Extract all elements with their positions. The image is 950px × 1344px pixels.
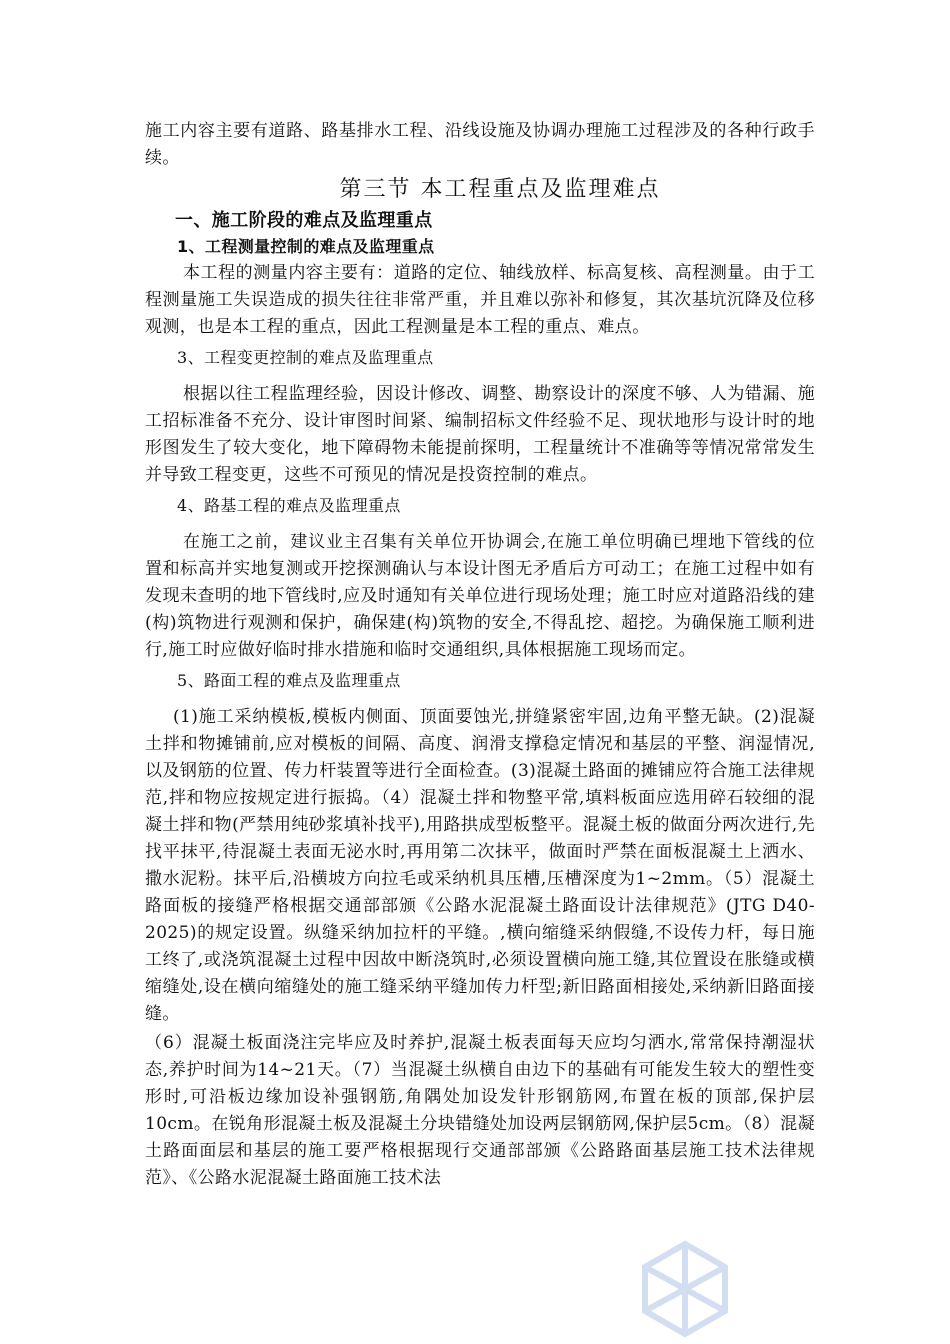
document-body: [145, 118, 815, 1192]
paragraph-survey: 本工程的测量内容主要有：道路的定位、轴线放样、标高复核、高程测量。由于工程测量施工失误造成的损失往往非常严重，并且难以弥补和修复，其次基坑沉降及位移观测，也是本工程的重点，因此工程测量是本工程的重点、难点。: [145, 263, 815, 337]
section-title: 第三节 本工程重点及监理难点: [339, 177, 661, 202]
paragraph-pavement-cont: （6）混凝土板面浇注完毕应及时养护,混凝土板表面每天应均匀洒水,常常保持潮湿状态,养护时间为14~21天。（7）当混凝土纵横自由边下的基础有可能发生较大的塑性变形时,可沿板边缘加设补强钢筋,角隅处加设发针形钢筋网,布置在板的顶部,保护层10cm。在锐角形混凝土板及混凝土分块错缝处加设两层钢筋网,保护层5cm。（8）混凝土路面面层和基层的施工要严格根据现行交通部部颁《公路路面基层施工技术法律规范》、《公路水泥混凝土路面施工技术法: [145, 1033, 815, 1188]
heading-subgrade: 4、路基工程的难点及监理重点: [177, 496, 401, 515]
heading-change-control: 3、工程变更控制的难点及监理重点: [177, 348, 434, 367]
heading-construction-difficulties: 一、施工阶段的难点及监理重点: [175, 210, 433, 231]
paragraph-pavement: (1)施工采纳模板,模板内侧面、顶面要蚀光,拼缝紧密牢固,边角平整无缺。(2)混凝土拌和物摊铺前,应对模板的间隔、高度、润滑支撑稳定情况和基层的平整、润湿情况,以及钢筋的位置、传力杆装置等进行全面检查。(3)混凝土路面的摊铺应符合施工法律规范,拌和物应按规定进行振捣。（4）混凝土拌和物整平常,填料板面应选用碎石较细的混凝土拌和物(严禁用纯砂浆填补找平),用路拱成型板整平。混凝土板的做面分两次进行,先找平抹平,待混凝土表面无泌水时,再用第二次抹平，做面时严禁在面板混凝土上洒水、撒水泥粉。抹平后,沿横坡方向拉毛或采纳机具压槽,压槽深度为1~2mm。（5）混凝土路面板的接缝严格根据交通部部颁《公路水泥混凝土路面设计法律规范》(JTG D40-2025)的规定设置。纵缝采纳加拉杆的平缝。,横向缩缝采纳假缝,不设传力杆，每日施工终了,或浇筑混凝土过程中因故中断浇筑时,必须设置横向施工缝,其位置设在胀缝或横缩缝处,设在横向缩缝处的施工缝采纳平缝加传力杆型;新旧路面相接处,采纳新旧路面接缝。: [145, 707, 815, 1024]
snowflake-watermark-icon: [630, 1234, 740, 1344]
heading-pavement: 5、路面工程的难点及监理重点: [177, 671, 401, 690]
paragraph-change: 根据以往工程监理经验，因设计修改、调整、勘察设计的深度不够、人为错漏、施工招标准备不充分、设计审图时间紧、编制招标文件经验不足、现状地形与设计时的地形图发生了较大变化，地下障碍物未能提前探明，工程量统计不准确等等情况常常发生并导致工程变更，这些不可预见的情况是投资控制的难点。: [145, 384, 815, 485]
heading-survey-control: 1、工程测量控制的难点及监理重点: [177, 237, 435, 256]
intro-paragraph: 施工内容主要有道路、路基排水工程、沿线设施及协调办理施工过程涉及的各种行政手续。: [145, 121, 815, 168]
paragraph-subgrade: 在施工之前，建议业主召集有关单位开协调会,在施工单位明确已埋地下管线的位置和标高并实地复测或开挖探测确认与本设计图无矛盾后方可动工；在施工过程中如有发现未查明的地下管线时,应及时通知有关单位进行现场处理；施工时应对道路沿线的建(构)筑物进行观测和保护，确保建(构)筑物的安全,不得乱挖、超挖。为确保施工顺利进行,施工时应做好临时排水措施和临时交通组织,具体根据施工现场而定。: [145, 532, 815, 660]
